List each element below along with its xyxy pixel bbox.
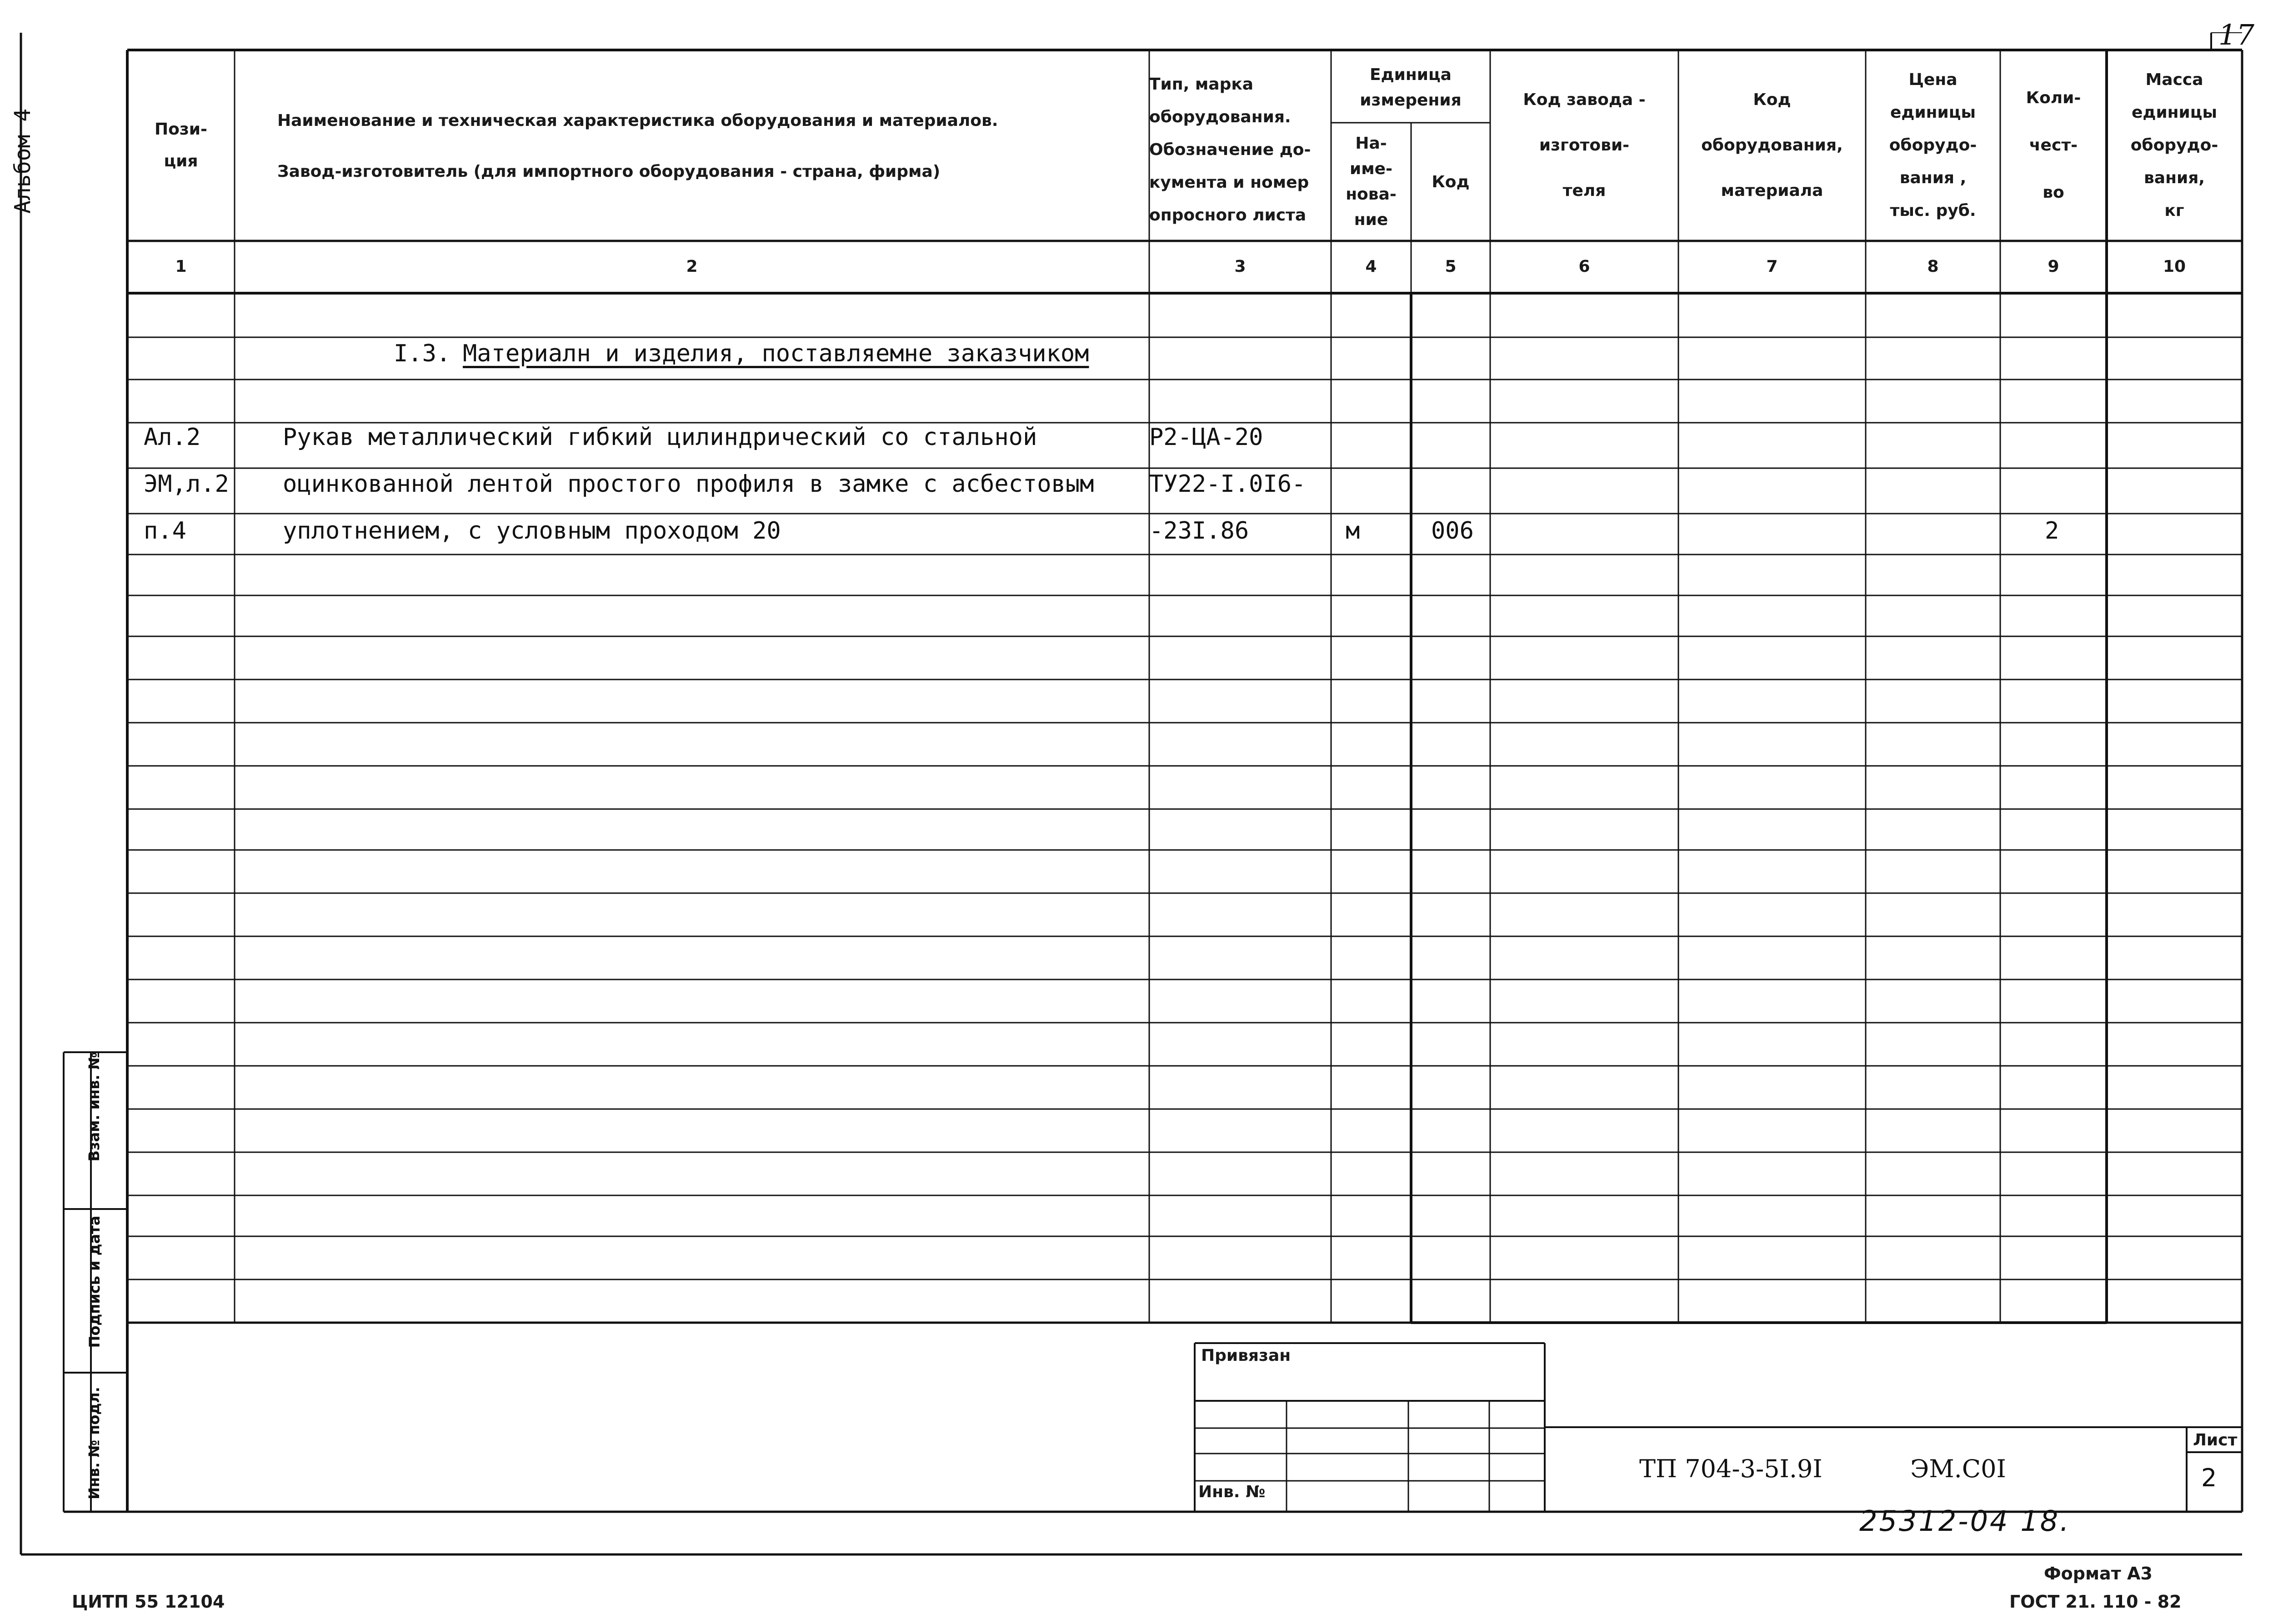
colnum-3: 3 [1234, 257, 1246, 276]
header-name: Наименование и техническая характеристика оборудования и материалов. Завод-изготовитель (для импортного оборудования - страна, фирма) [277, 111, 998, 181]
tsitp-label: ЦИТП 55 12104 [72, 1592, 225, 1612]
row-2-position: ЭМ,л.2 [144, 470, 229, 498]
stamp-privyazan: Привязан [1201, 1346, 1291, 1365]
header-factory-code: Код завода - изготови- теля [1523, 90, 1646, 200]
stamp-inv-no: Инв. № [1198, 1483, 1266, 1501]
header-position: Пози- ция [155, 120, 207, 170]
colnum-2: 2 [686, 257, 698, 276]
stamp-list-label: Лист [2193, 1431, 2238, 1449]
handwritten-number: 25312-04 18. [1859, 1504, 2071, 1538]
row-3-position: п.4 [144, 517, 186, 545]
stamp-doc-code: ТП 704-3-5I.9I [1639, 1454, 1822, 1483]
format-label: Формат А3 [2044, 1564, 2153, 1584]
row-3-code: 006 [1431, 517, 1474, 545]
header-type: Тип, марка оборудования. Обозначение до- кумента и номер опросного листа [1149, 75, 1311, 225]
colnum-5: 5 [1445, 257, 1457, 276]
side-stamp-inv-podl: Инв. № подл. [85, 1387, 103, 1499]
row-3-unit: м [1346, 517, 1360, 545]
album-label: Альбом 4 [10, 108, 35, 214]
row-1-type: Р2-ЦА-20 [1149, 424, 1263, 451]
row-1-position: Ал.2 [144, 424, 201, 451]
stamp-doc-code-2: ЭМ.С0I [1910, 1454, 2006, 1483]
row-3-quantity: 2 [2045, 517, 2059, 545]
colnum-1: 1 [175, 257, 187, 276]
row-2-name: оцинкованной лентой простого профиля в замке с асбестовым [283, 470, 1094, 498]
colnum-9: 9 [2048, 257, 2059, 276]
colnum-4: 4 [1365, 257, 1377, 276]
side-stamp-vzam-inv: Взам. инв. № [85, 1052, 103, 1162]
side-stamp-podpis-data: Подпись и дата [86, 1215, 103, 1348]
colnum-10: 10 [2163, 257, 2186, 276]
page-number: 17 [2218, 18, 2254, 51]
header-unit-price: Цена единицы оборудо- вания , тыс. руб. [1889, 70, 1977, 220]
header-unit: Единица измерения [1360, 65, 1462, 110]
header-quantity: Коли- чест- во [2026, 89, 2081, 202]
section-title-number: I.3. [394, 340, 451, 367]
row-2-type: ТУ22-I.0I6- [1149, 470, 1306, 498]
header-unit-mass: Масса единицы оборудо- вания, кг [2130, 70, 2218, 220]
colnum-7: 7 [1766, 257, 1778, 276]
colnum-6: 6 [1578, 257, 1590, 276]
section-title: Материалн и изделия, поставляемне заказчиком [463, 340, 1089, 367]
header-equipment-code: Код оборудования, материала [1701, 90, 1843, 200]
header-unit-name: На- име- нова- ние [1346, 134, 1397, 229]
colnum-8: 8 [1927, 257, 1939, 276]
row-1-name: Рукав металлический гибкий цилиндрический со стальной [283, 424, 1037, 451]
gost-label: ГОСТ 21. 110 - 82 [2009, 1592, 2182, 1612]
row-3-type: -23I.86 [1149, 517, 1249, 545]
header-unit-code: Код [1432, 172, 1470, 191]
stamp-list-value: 2 [2201, 1464, 2217, 1492]
row-3-name: уплотнением, с условным проходом 20 [283, 517, 781, 545]
